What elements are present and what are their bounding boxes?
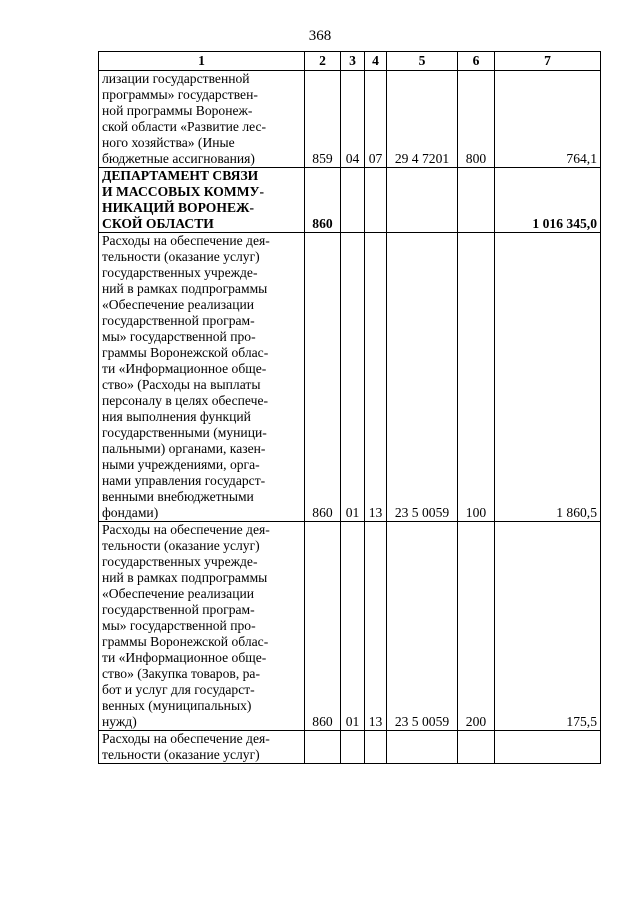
budget-table [98,51,601,764]
target-article-code: 23 5 0059 [387,522,458,731]
ministry-code: 860 [305,168,341,233]
section-code [341,168,365,233]
ministry-code: 860 [305,522,341,731]
expense-name: Расходы на обеспечение дея- тельности (оказание услуг) [99,731,305,764]
amount: 764,1 [495,71,601,168]
amount: 175,5 [495,522,601,731]
expense-name: лизации государственной программы» государствен- ной программы Воронеж- ской области «Развитие лес- ного хозяйства» (Иные бюджетные ассигнования) [99,71,305,168]
department-name: ДЕПАРТАМЕНТ СВЯЗИ И МАССОВЫХ КОММУ- НИКАЦИЙ ВОРОНЕЖ- СКОЙ ОБЛАСТИ [99,168,305,233]
section-code [341,731,365,764]
expense-name: Расходы на обеспечение дея- тельности (оказание услуг) государственных учрежде- ний в рамках подпрограммы «Обеспечение реализации государственной програм- мы» государственной про- граммы Воронежской облас- ти «Информационное обще- ство» (Расходы на выплаты персоналу в целях обеспече- ния выполнения функций государственными (муници- пальными) органами, казен- ными учреждениями, орга- нами управления государст- венными внебюджетными фондами) [99,233,305,522]
section-code: 01 [341,233,365,522]
ministry-code: 859 [305,71,341,168]
amount: 1 860,5 [495,233,601,522]
expense-name: Расходы на обеспечение дея- тельности (оказание услуг) государственных учрежде- ний в рамках подпрограммы «Обеспечение реализации государственной програм- мы» государственной про- граммы Воронежской облас- ти «Информационное обще- ство» (Закупка товаров, ра- бот и услуг для государст- венных (муниципальных) нужд) [99,522,305,731]
expense-type-code: 200 [458,522,495,731]
subsection-code [365,168,387,233]
table-row [99,731,601,764]
column-header: 1 [99,52,305,71]
subsection-code: 07 [365,71,387,168]
target-article-code: 23 5 0059 [387,233,458,522]
table-row [99,522,601,731]
target-article-code: 29 4 7201 [387,71,458,168]
subsection-code: 13 [365,522,387,731]
section-code: 04 [341,71,365,168]
column-header: 7 [495,52,601,71]
column-header: 5 [387,52,458,71]
column-header: 6 [458,52,495,71]
table-row [99,71,601,168]
table-row [99,168,601,233]
expense-type-code [458,731,495,764]
table-row [99,233,601,522]
column-header: 4 [365,52,387,71]
target-article-code [387,168,458,233]
target-article-code [387,731,458,764]
amount [495,731,601,764]
table-header-row [99,52,601,71]
subsection-code: 13 [365,233,387,522]
ministry-code [305,731,341,764]
expense-type-code [458,168,495,233]
expense-type-code: 800 [458,71,495,168]
ministry-code: 860 [305,233,341,522]
amount: 1 016 345,0 [495,168,601,233]
page-number: 368 [308,28,332,44]
expense-type-code: 100 [458,233,495,522]
column-header: 2 [305,52,341,71]
subsection-code [365,731,387,764]
section-code: 01 [341,522,365,731]
column-header: 3 [341,52,365,71]
